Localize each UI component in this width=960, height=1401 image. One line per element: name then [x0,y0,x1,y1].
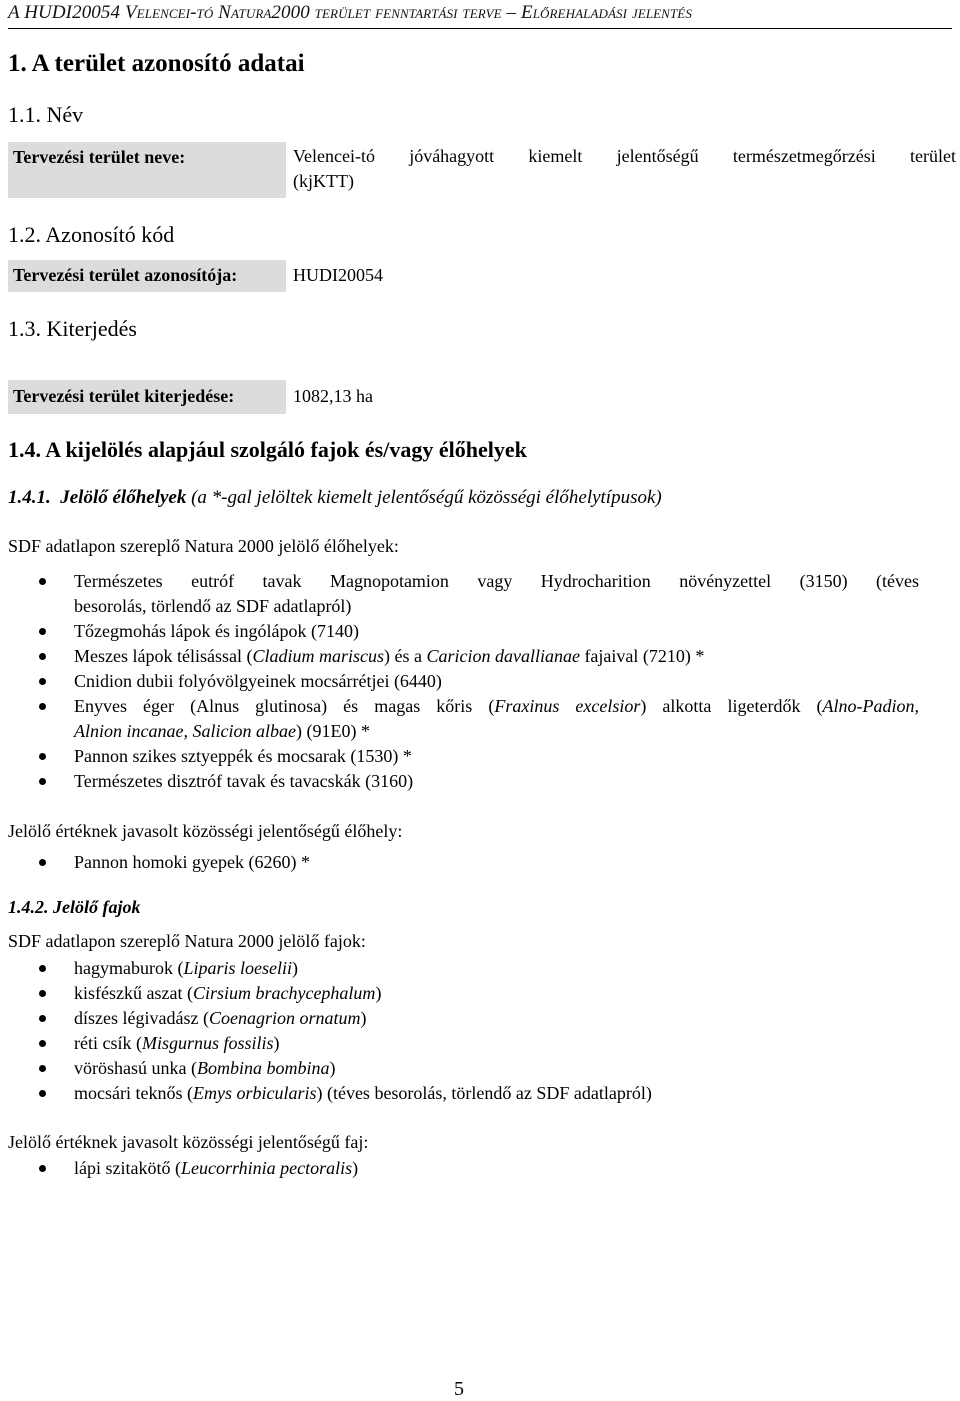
heading-elohelyek-num: 1.4.1. [8,487,51,508]
fajok-javasolt-intro: Jelölő értéknek javasolt közösségi jelentőségű faj: [8,1132,369,1152]
list-item-text: Tőzegmohás lápok és ingólápok (7140) [74,621,359,641]
list-item-tail: ) [291,958,298,978]
list-item-tail: ) (téves besorolás, törlendő az SDF adatlapról) [316,1083,652,1103]
list-item-tail: ) [352,1158,359,1178]
elohelyek-javasolt-list [0,850,960,875]
list-item [0,1156,919,1181]
label-box-nev [8,142,286,198]
label-box-kiterjedes [8,380,286,414]
latin-name: Cladium mariscus [252,646,384,666]
elohelyek-intro: SDF adatlapon szereplő Natura 2000 jelölő élőhelyek: [8,536,399,556]
heading-elohelyek [8,487,958,509]
list-item [0,694,919,744]
list-item [0,956,919,981]
heading-elohelyek-title: Jelölő élőhelyek [60,487,187,508]
list-item-line [74,694,919,719]
list-item-text: fajaival (7210) * [579,646,705,666]
list-item-text: Pannon szikes sztyeppék és mocsarak (1530) * [74,746,412,766]
list-item [0,1006,919,1031]
latin-name: Emys orbicularis [192,1083,317,1103]
common-name: hagymaburok ( [74,958,184,978]
list-item-tail: ) [375,983,382,1003]
label-box-kod [8,260,286,292]
value-kod: HUDI20054 [293,265,383,285]
label-kod: Tervezési terület azonosítója: [13,265,238,285]
list-item [0,619,919,644]
common-name: díszes légivadász ( [74,1008,209,1028]
list-item-tail: ) [273,1033,280,1053]
list-item-text: Természetes eutróf tavak Magnopotamion vagy Hydrocharition növényzettel (3150) (téves [74,571,919,591]
list-item-text: ) (91E0) * [295,721,370,741]
common-name: réti csík ( [74,1033,142,1053]
fajok-list [0,956,960,1106]
list-item-text: ) alkotta ligeterdők ( [640,696,823,716]
latin-name: Alno-Padion, [822,696,919,716]
list-item [0,850,919,875]
heading-elohelyek-rest: (a *-gal jelöltek kiemelt jelentőségű közösségi élőhelytípusok) [191,487,662,508]
list-item [0,669,919,694]
heading-jelolo-fajok: 1.4.2. Jelölő fajok [8,897,141,917]
latin-name: Cirsium brachycephalum [192,983,376,1003]
common-name: vöröshasú unka ( [74,1058,197,1078]
list-item [0,744,919,769]
latin-name: Fraxinus excelsior [494,696,641,716]
common-name: kisfészkű aszat ( [74,983,193,1003]
elohelyek-javasolt-intro: Jelölő értéknek javasolt közösségi jelentőségű élőhely: [8,821,403,841]
heading-fajok: 1.4. A kijelölés alapjául szolgáló fajok és/vagy élőhelyek [8,437,527,462]
value-nev-line1: Velencei-tó jóváhagyott kiemelt jelentőségű természetmegőrzési terület [293,146,956,166]
list-item [0,981,919,1006]
value-nev-line2: (kjKTT) [293,171,354,191]
list-item [0,1031,919,1056]
list-item [0,769,919,794]
label-nev: Tervezési terület neve: [13,147,186,167]
list-item-tail: ) [329,1058,336,1078]
value-kiterjedes: 1082,13 ha [293,386,373,406]
label-kiterjedes: Tervezési terület kiterjedése: [13,386,235,406]
page-number: 5 [454,1378,464,1400]
elohelyek-list [0,569,960,794]
list-item [0,1081,919,1106]
list-item-text: Pannon homoki gyepek (6260) * [74,852,310,872]
latin-name: Bombina bombina [196,1058,330,1078]
list-item-text: ) és a [383,646,427,666]
list-item-text-cont: besorolás, törlendő az SDF adatlapról) [74,596,352,616]
common-name: mocsári teknős ( [74,1083,193,1103]
list-item-text: Meszes lápok télisással ( [74,646,253,666]
latin-name: Alnion incanae, Salicion albae [74,721,296,741]
common-name: lápi szitakötő ( [74,1158,181,1178]
list-item [0,644,919,669]
list-item [0,569,919,619]
latin-name: Leucorrhinia pectoralis [180,1158,353,1178]
section-title: 1. A terület azonosító adatai [8,50,305,77]
list-item-text: Enyves éger (Alnus glutinosa) és magas kőris ( [74,696,495,716]
heading-nev: 1.1. Név [8,102,84,127]
latin-name: Misgurnus fossilis [141,1033,274,1053]
latin-name: Coenagrion ornatum [208,1008,361,1028]
heading-kiterjedes: 1.3. Kiterjedés [8,316,137,341]
list-item-tail: ) [360,1008,367,1028]
heading-kod: 1.2. Azonosító kód [8,222,175,247]
fajok-intro: SDF adatlapon szereplő Natura 2000 jelölő fajok: [8,931,366,951]
list-item [0,1056,919,1081]
latin-name: Caricion davallianae [426,646,580,666]
header-rule [8,28,952,29]
running-header: A HUDI20054 Velencei-tó Natura2000 terület fenntartási terve – Előrehaladási jelentés [8,2,692,23]
latin-name: Liparis loeselii [183,958,292,978]
fajok-javasolt-list [0,1156,960,1181]
list-item-text: Cnidion dubii folyóvölgyeinek mocsárrétjei (6440) [74,671,442,691]
list-item-text: Természetes disztróf tavak és tavacskák (3160) [74,771,414,791]
